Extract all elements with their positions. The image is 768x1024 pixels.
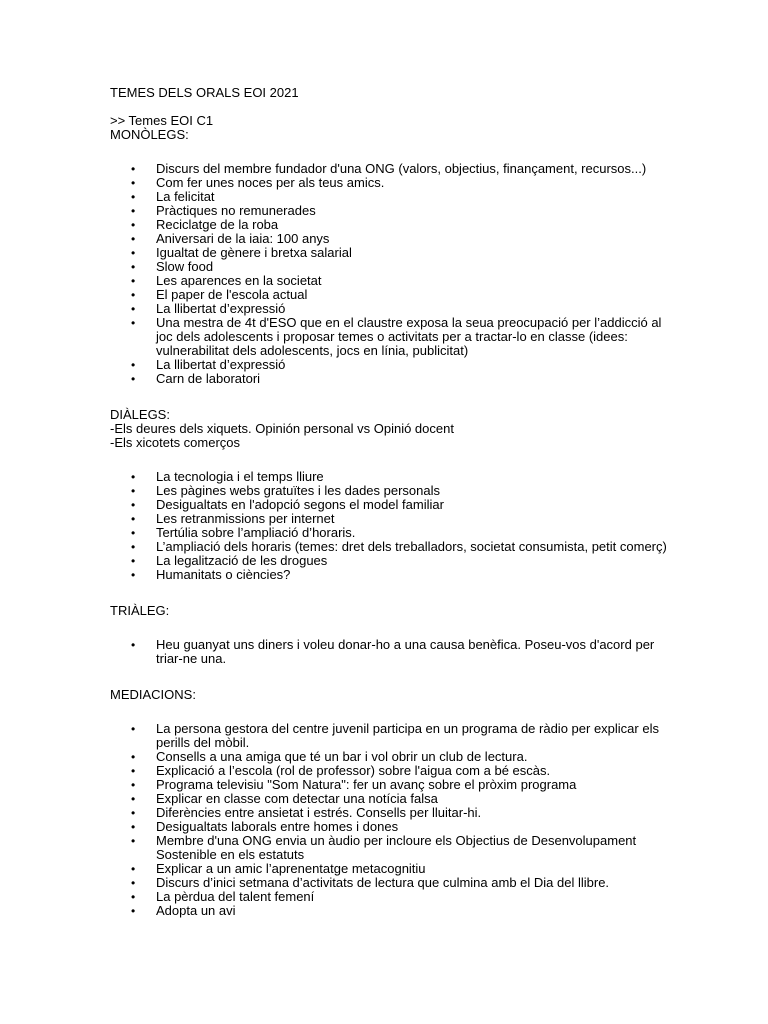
list-item-text: Explicar en classe com detectar una notícia falsa — [156, 791, 438, 806]
bullet-icon: • — [131, 484, 136, 498]
list-item — [110, 498, 670, 512]
list-item — [110, 876, 670, 890]
bullet-icon: • — [131, 512, 136, 526]
bullet-icon: • — [131, 372, 136, 386]
bullet-icon: • — [131, 778, 136, 792]
list-item-text: Aniversari de la iaia: 100 anys — [156, 231, 330, 246]
bullet-icon: • — [131, 904, 136, 918]
list-item — [110, 372, 670, 386]
bullet-icon: • — [131, 890, 136, 904]
list-item — [110, 484, 670, 498]
list-item — [110, 764, 670, 778]
list-item — [110, 316, 670, 358]
bullet-icon: • — [131, 834, 136, 848]
list-item — [110, 162, 670, 176]
list-item-text: Desigualtats en l'adopció segons el model familiar — [156, 497, 444, 512]
level-label: >> Temes EOI C1 — [110, 113, 214, 128]
bullet-icon: • — [131, 232, 136, 246]
list-item-text: Les retranmissions per internet — [156, 511, 335, 526]
bullet-icon: • — [131, 876, 136, 890]
list-item — [110, 176, 670, 190]
list-item-text: La legalització de les drogues — [156, 553, 328, 568]
list-item — [110, 820, 670, 834]
bullet-icon: • — [131, 554, 136, 568]
trialeg-heading: TRIÀLEG: — [110, 603, 170, 618]
list-item-text: Programa televisiu "Som Natura": fer un avanç sobre el pròxim programa — [156, 777, 577, 792]
trialeg-list — [110, 638, 670, 666]
list-item-text: Una mestra de 4t d'ESO que en el claustre exposa la seua preocupació per l’addicció al joc dels adolescents i proposar temes o activitats per a tractar-lo en classe (idees: vulnerabilitat dels adolescents, jocs en línia, publicitat) — [156, 315, 662, 358]
list-item — [110, 526, 670, 540]
bullet-icon: • — [131, 820, 136, 834]
list-item-text: El paper de l'escola actual — [156, 287, 308, 302]
bullet-icon: • — [131, 316, 136, 330]
list-item-text: Slow food — [156, 259, 214, 274]
bullet-icon: • — [131, 568, 136, 582]
list-item — [110, 288, 670, 302]
document-title: TEMES DELS ORALS EOI 2021 — [110, 85, 299, 100]
list-item-text: Desigualtats laborals entre homes i dones — [156, 819, 399, 834]
list-item-text: Explicació a l’escola (rol de professor) sobre l'aigua com a bé escàs. — [156, 763, 551, 778]
list-item — [110, 302, 670, 316]
dialegs-note: -Els deures dels xiquets. Opinión personal vs Opinió docent — [110, 421, 454, 436]
bullet-icon: • — [131, 246, 136, 260]
monolegs-heading: MONÒLEGS: — [110, 127, 189, 142]
list-item — [110, 904, 670, 918]
list-item — [110, 554, 670, 568]
bullet-icon: • — [131, 288, 136, 302]
list-item — [110, 750, 670, 764]
list-item — [110, 218, 670, 232]
bullet-icon: • — [131, 722, 136, 736]
list-item-text: Reciclatge de la roba — [156, 217, 279, 232]
list-item-text: Les aparences en la societat — [156, 273, 322, 288]
bullet-icon: • — [131, 750, 136, 764]
bullet-icon: • — [131, 806, 136, 820]
dialegs-heading: DIÀLEGS: — [110, 407, 170, 422]
bullet-icon: • — [131, 498, 136, 512]
list-item-text: Les pàgines webs gratuïtes i les dades personals — [156, 483, 441, 498]
bullet-icon: • — [131, 638, 136, 652]
list-item-text: Carn de laboratori — [156, 371, 261, 386]
bullet-icon: • — [131, 162, 136, 176]
list-item-text: Diferències entre ansietat i estrés. Consells per lluitar-hi. — [156, 805, 482, 820]
list-item — [110, 806, 670, 820]
bullet-icon: • — [131, 190, 136, 204]
document-body — [110, 86, 670, 918]
bullet-icon: • — [131, 862, 136, 876]
monolegs-list — [110, 162, 670, 386]
list-item-text: Tertúlia sobre l’ampliació d’horaris. — [156, 525, 356, 540]
list-item-text: La pèrdua del talent femení — [156, 889, 315, 904]
list-item-text: Humanitats o ciències? — [156, 567, 291, 582]
bullet-icon: • — [131, 792, 136, 806]
list-item — [110, 274, 670, 288]
bullet-icon: • — [131, 176, 136, 190]
bullet-icon: • — [131, 218, 136, 232]
bullet-icon: • — [131, 526, 136, 540]
list-item — [110, 232, 670, 246]
bullet-icon: • — [131, 302, 136, 316]
list-item-text: L’ampliació dels horaris (temes: dret dels treballadors, societat consumista, petit comerç) — [156, 539, 667, 554]
dialegs-list — [110, 470, 670, 582]
list-item — [110, 246, 670, 260]
mediacions-heading: MEDIACIONS: — [110, 687, 196, 702]
list-item — [110, 204, 670, 218]
list-item — [110, 792, 670, 806]
bullet-icon: • — [131, 274, 136, 288]
bullet-icon: • — [131, 204, 136, 218]
list-item-text: Membre d'una ONG envia un àudio per incloure els Objectius de Desenvolupament Sostenible en els estatuts — [156, 833, 637, 862]
list-item-text: La tecnologia i el temps lliure — [156, 469, 324, 484]
list-item — [110, 540, 670, 554]
list-item-text: La llibertat d’expressió — [156, 301, 286, 316]
list-item-text: Adopta un avi — [156, 903, 236, 918]
list-item-text: Com fer unes noces per als teus amics. — [156, 175, 385, 190]
bullet-icon: • — [131, 358, 136, 372]
bullet-icon: • — [131, 764, 136, 778]
list-item — [110, 512, 670, 526]
list-item — [110, 358, 670, 372]
list-item — [110, 890, 670, 904]
list-item-text: Consells a una amiga que té un bar i vol obrir un club de lectura. — [156, 749, 528, 764]
bullet-icon: • — [131, 260, 136, 274]
mediacions-list — [110, 722, 670, 918]
list-item — [110, 638, 670, 666]
list-item — [110, 778, 670, 792]
list-item-text: La persona gestora del centre juvenil participa en un programa de ràdio per explicar els perills del mòbil. — [156, 721, 659, 750]
list-item-text: Heu guanyat uns diners i voleu donar-ho a una causa benèfica. Poseu-vos d'acord per triar-ne una. — [156, 637, 655, 666]
bullet-icon: • — [131, 540, 136, 554]
list-item-text: Explicar a un amic l’aprenentatge metacognitiu — [156, 861, 426, 876]
list-item-text: Pràctiques no remunerades — [156, 203, 316, 218]
list-item — [110, 862, 670, 876]
list-item — [110, 190, 670, 204]
list-item-text: Discurs del membre fundador d'una ONG (valors, objectius, finançament, recursos...) — [156, 161, 647, 176]
list-item-text: La felicitat — [156, 189, 215, 204]
list-item-text: Igualtat de gènere i bretxa salarial — [156, 245, 352, 260]
list-item — [110, 834, 670, 862]
list-item-text: La llibertat d’expressió — [156, 357, 286, 372]
list-item-text: Discurs d’inici setmana d’activitats de lectura que culmina amb el Dia del llibre. — [156, 875, 610, 890]
list-item — [110, 260, 670, 274]
bullet-icon: • — [131, 470, 136, 484]
list-item — [110, 470, 670, 484]
dialegs-note: -Els xicotets comerços — [110, 435, 241, 450]
list-item — [110, 722, 670, 750]
list-item — [110, 568, 670, 582]
